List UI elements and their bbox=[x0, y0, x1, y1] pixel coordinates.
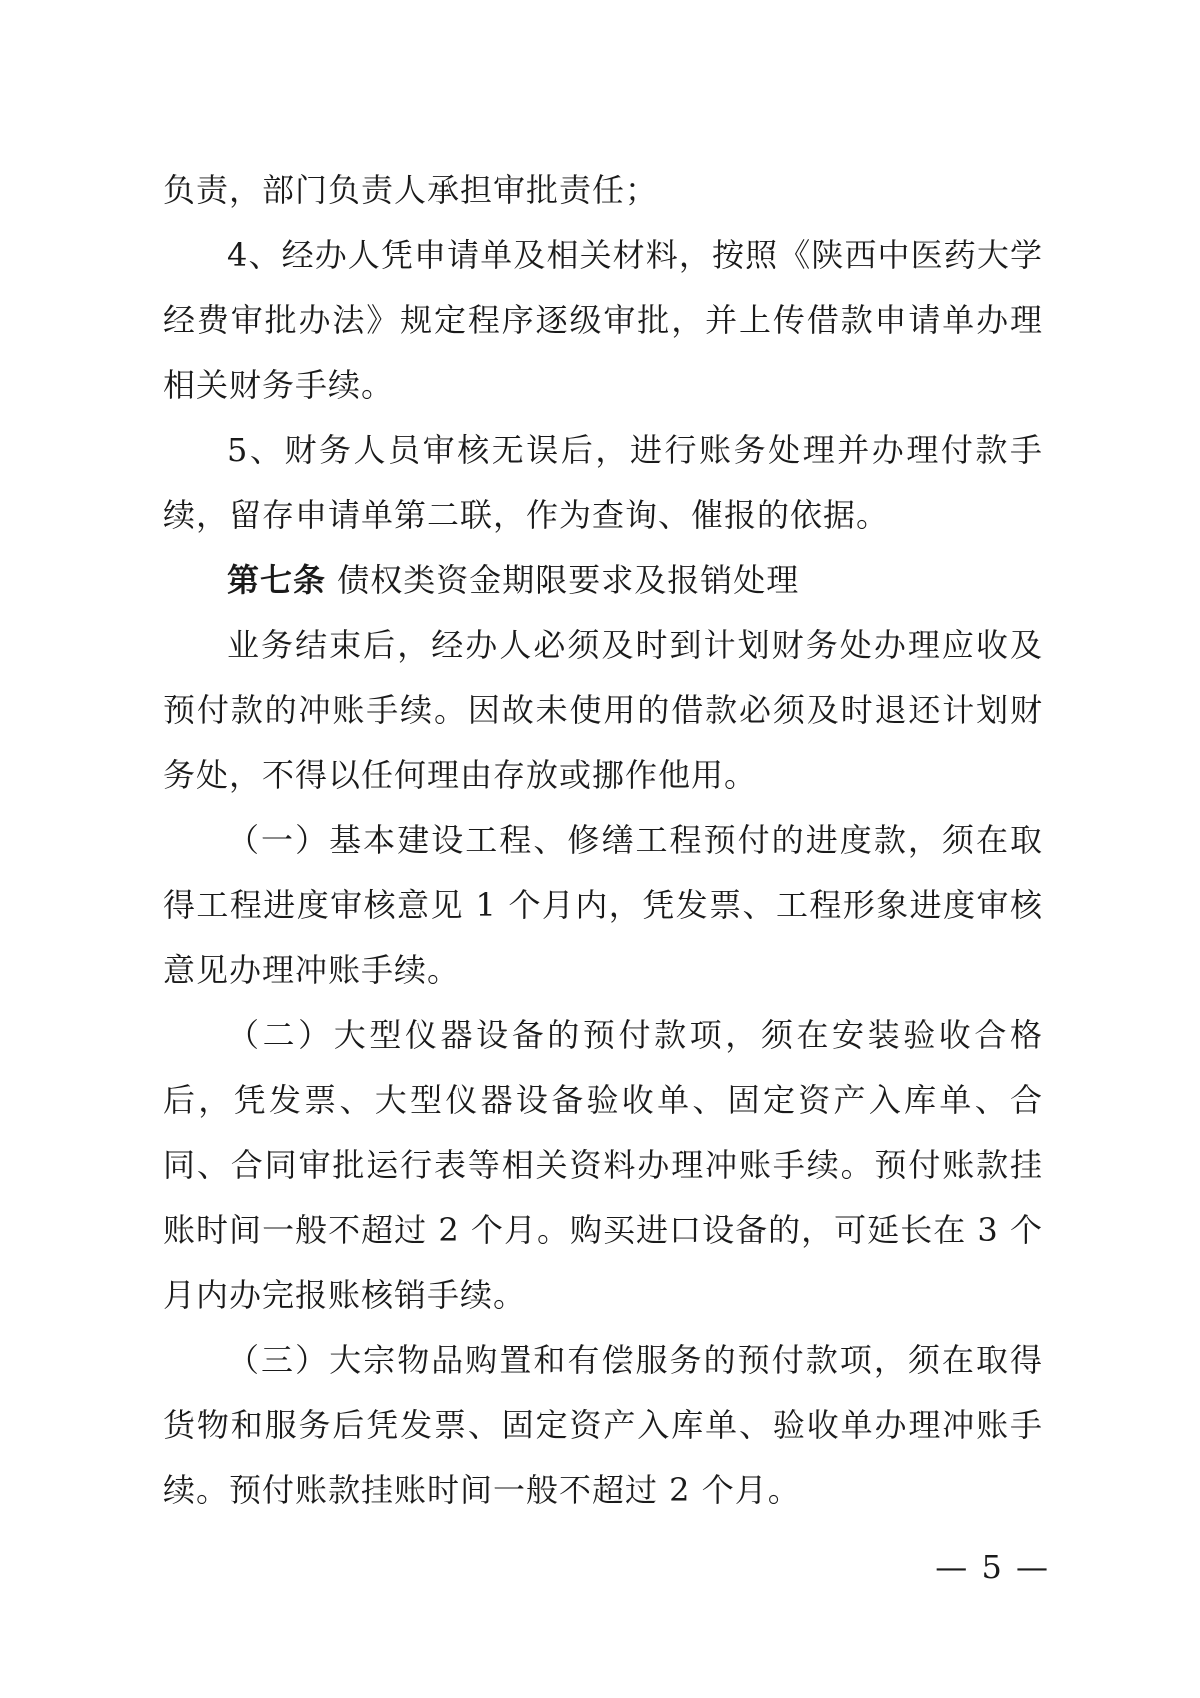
paragraph-item-4: 4、经办人凭申请单及相关材料，按照《陕西中医药大学经费审批办法》规定程序逐级审批，并上传借款申请单办理相关财务手续。 bbox=[163, 236, 1043, 404]
paragraph-item-5: 5、财务人员审核无误后，进行账务处理并办理付款手续，留存申请单第二联，作为查询、催报的依据。 bbox=[163, 431, 1043, 534]
article-clause-3: （三）大宗物品购置和有偿服务的预付款项，须在取得货物和服务后凭发票、固定资产入库单、验收单办理冲账手续。预付账款挂账时间一般不超过 2 个月。 bbox=[163, 1341, 1043, 1509]
article-heading bbox=[163, 548, 1043, 613]
article-clause-2: （二）大型仪器设备的预付款项，须在安装验收合格后，凭发票、大型仪器设备验收单、固定资产入库单、合同、合同审批运行表等相关资料办理冲账手续。预付账款挂账时间一般不超过 2 个月。购买进口设备的，可延长在 3 个月内办完报账核销手续。 bbox=[163, 1016, 1043, 1314]
article-clause-1: （一）基本建设工程、修缮工程预付的进度款，须在取得工程进度审核意见 1 个月内，凭发票、工程形象进度审核意见办理冲账手续。 bbox=[163, 821, 1043, 989]
article-label: 第七条 bbox=[227, 561, 327, 599]
paragraph-continuation: 负责，部门负责人承担审批责任； bbox=[163, 171, 659, 209]
article-title: 债权类资金期限要求及报销处理 bbox=[326, 561, 800, 599]
page-number: — 5 — bbox=[935, 1548, 1050, 1586]
article-paragraph-intro: 业务结束后，经办人必须及时到计划财务处办理应收及预付款的冲账手续。因故未使用的借款必须及时退还计划财务处，不得以任何理由存放或挪作他用。 bbox=[163, 626, 1043, 794]
body-text bbox=[163, 158, 1043, 1523]
